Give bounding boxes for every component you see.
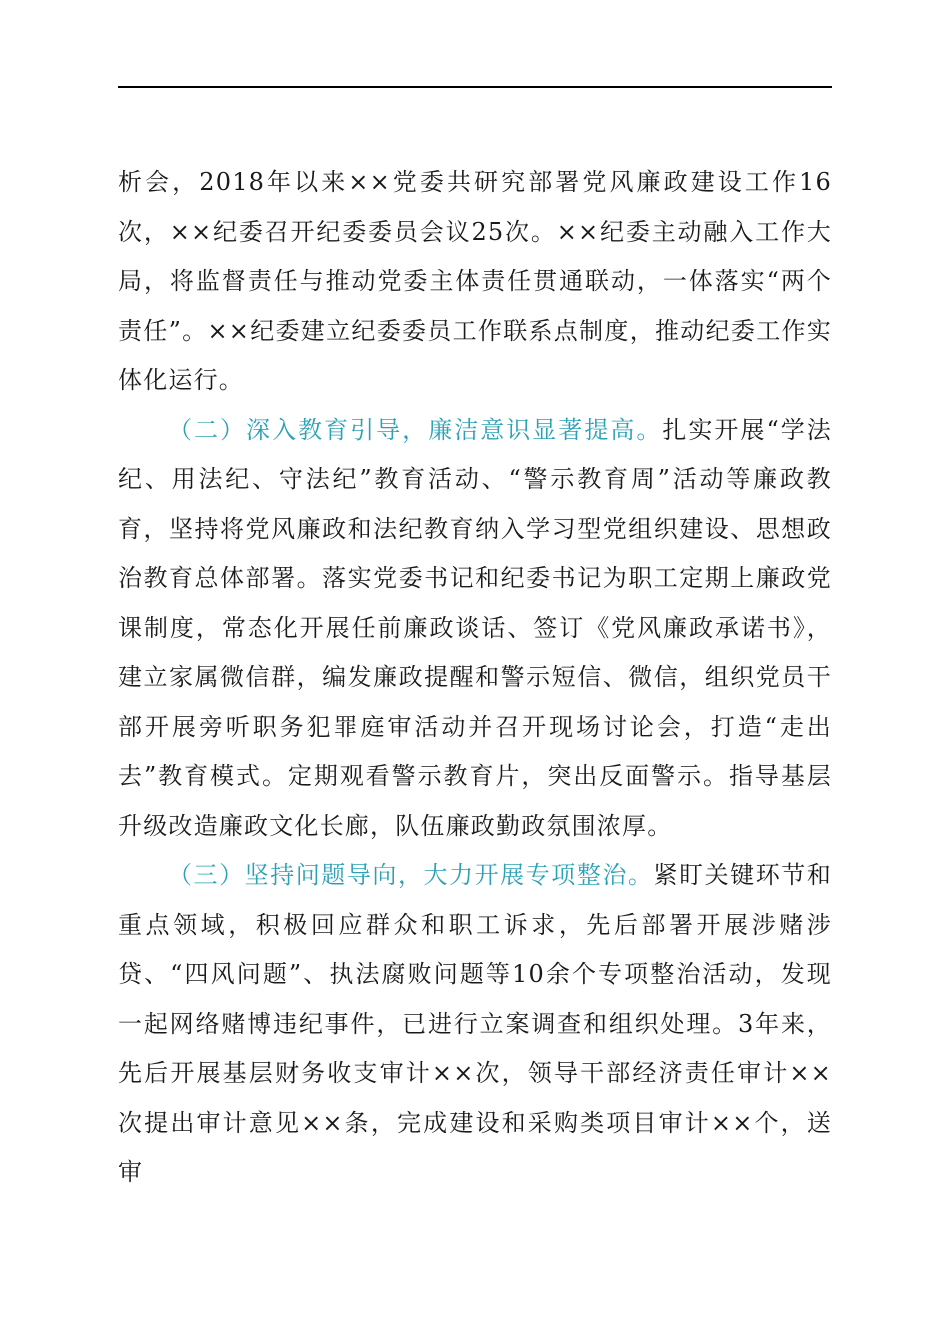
document-body xyxy=(118,158,832,1198)
paragraph-text: 紧盯关键环节和重点领域，积极回应群众和职工诉求，先后部署开展涉赌涉贷、“四风问题”、执法腐败问题等10余个专项整治活动，发现一起网络赌博违纪事件，已进行立案调查和组织处理。3年来，先后开展基层财务收支审计××次，领导干部经济责任审计××次提出审计意见××条，完成建设和采购类项目审计××个，送审 xyxy=(118,861,832,1186)
section-heading-2: （二）深入教育引导，廉洁意识显著提高。 xyxy=(168,415,663,444)
paragraph-section-3 xyxy=(118,851,832,1198)
paragraph-continued xyxy=(118,158,832,406)
paragraph-section-2 xyxy=(118,406,832,852)
header-rule xyxy=(118,86,832,88)
section-heading-3: （三）坚持问题导向，大力开展专项整治。 xyxy=(168,861,654,889)
paragraph-text: 扎实开展“学法纪、用法纪、守法纪”教育活动、“警示教育周”活动等廉政教育，坚持将党风廉政和法纪教育纳入学习型党组织建设、思想政治教育总体部署。落实党委书记和纪委书记为职工定期上廉政党课制度，常态化开展任前廉政谈话、签订《党风廉政承诺书》，建立家属微信群，编发廉政提醒和警示短信、微信，组织党员干部开展旁听职务犯罪庭审活动并召开现场讨论会，打造“走出去”教育模式。定期观看警示教育片，突出反面警示。指导基层升级改造廉政文化长廊，队伍廉政勤政氛围浓厚。 xyxy=(118,415,832,840)
paragraph-text: 析会，2018年以来××党委共研究部署党风廉政建设工作16次，××纪委召开纪委委员会议25次。××纪委主动融入工作大局，将监督责任与推动党委主体责任贯通联动，一体落实“两个责任”。××纪委建立纪委委员工作联系点制度，推动纪委工作实体化运行。 xyxy=(118,168,832,394)
